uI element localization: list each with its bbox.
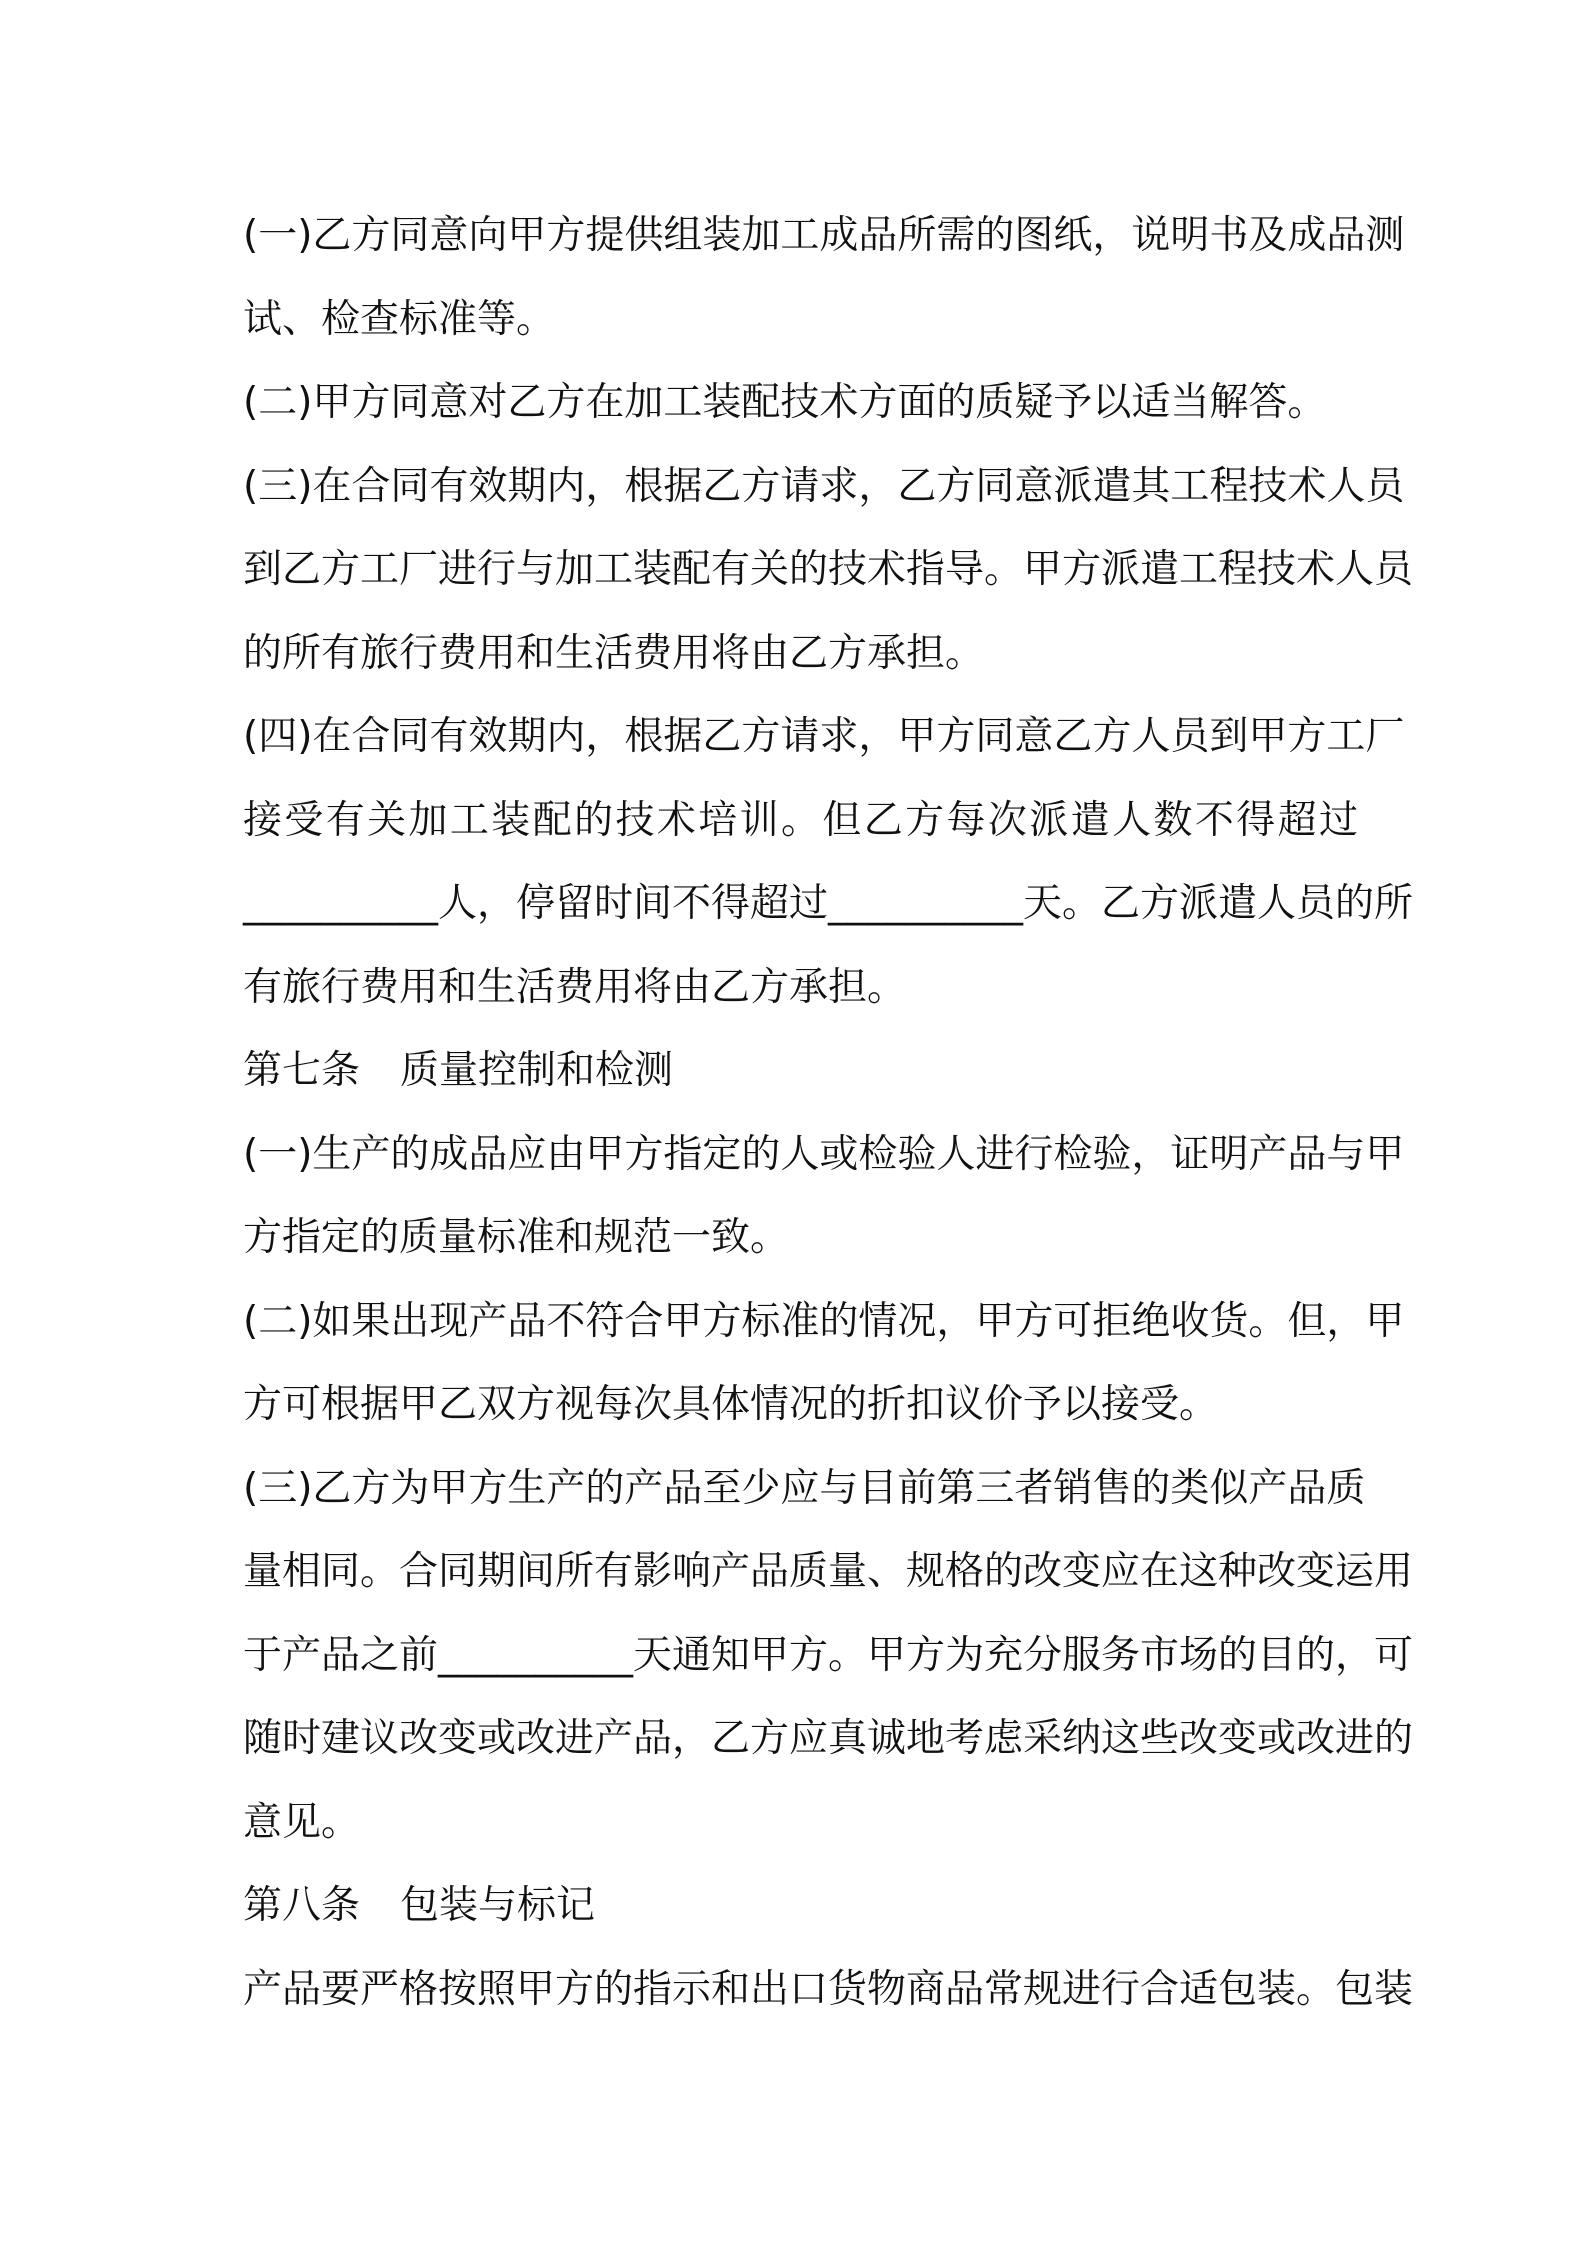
article7-number: 第七条: [243, 1048, 361, 1093]
article8-title: 包装与标记: [400, 1883, 596, 1928]
article8-clauses: [243, 1948, 1414, 2032]
text-line: 到乙方工厂进行与加工装配有关的技术指导。甲方派遣工程技术人员: [243, 547, 1414, 592]
text-line: (三)在合同有效期内，根据乙方请求，乙方同意派遣其工程技术人员: [243, 463, 1405, 509]
document-page: [243, 194, 1414, 2031]
text-line: (二)如果出现产品不符合甲方标准的情况，甲方可拒绝收货。但，甲: [243, 1298, 1405, 1344]
article8-heading: [243, 1864, 1358, 1948]
text-line: 有旅行费用和生活费用将由乙方承担。: [243, 964, 907, 1010]
text-line: (二)甲方同意对乙方在加工装配技术方面的质疑予以适当解答。: [243, 380, 1327, 425]
text-line: 试、检查标准等。: [243, 296, 556, 342]
text-line: 方指定的质量标准和规范一致。: [243, 1215, 790, 1260]
text-line: 于产品之前__________天通知甲方。甲方为充分服务市场的目的，可: [243, 1632, 1414, 1678]
text-line: 意见。: [243, 1799, 361, 1845]
article6-clauses: [243, 194, 1414, 1029]
text-line: (一)生产的成品应由甲方指定的人或检验人进行检验，证明产品与甲: [243, 1131, 1405, 1177]
article7-title: 质量控制和检测: [400, 1048, 674, 1093]
text-line: 的所有旅行费用和生活费用将由乙方承担。: [243, 630, 985, 676]
text-line: 量相同。合同期间所有影响产品质量、规格的改变应在这种改变运用: [243, 1549, 1414, 1594]
text-line: 接受有关加工装配的技术培训。但乙方每次派遣人数不得超过: [243, 797, 1358, 843]
article8-number: 第八条: [243, 1883, 361, 1928]
text-line: (一)乙方同意向甲方提供组装加工成品所需的图纸，说明书及成品测: [243, 213, 1405, 258]
text-line: __________人，停留时间不得超过__________天。乙方派遣人员的所: [243, 881, 1414, 926]
text-line: 方可根据甲乙双方视每次具体情况的折扣议价予以接受。: [243, 1382, 1219, 1427]
article7-heading: [243, 1029, 1358, 1113]
text-line: 随时建议改变或改进产品，乙方应真诚地考虑采纳这些改变或改进的: [243, 1716, 1414, 1761]
article7-clauses: [243, 1113, 1414, 1865]
text-line: 产品要严格按照甲方的指示和出口货物商品常规进行合适包装。包装: [243, 1966, 1414, 2012]
text-line: (四)在合同有效期内，根据乙方请求，甲方同意乙方人员到甲方工厂: [243, 714, 1405, 759]
text-line: (三)乙方为甲方生产的产品至少应与目前第三者销售的类似产品质: [243, 1465, 1366, 1511]
